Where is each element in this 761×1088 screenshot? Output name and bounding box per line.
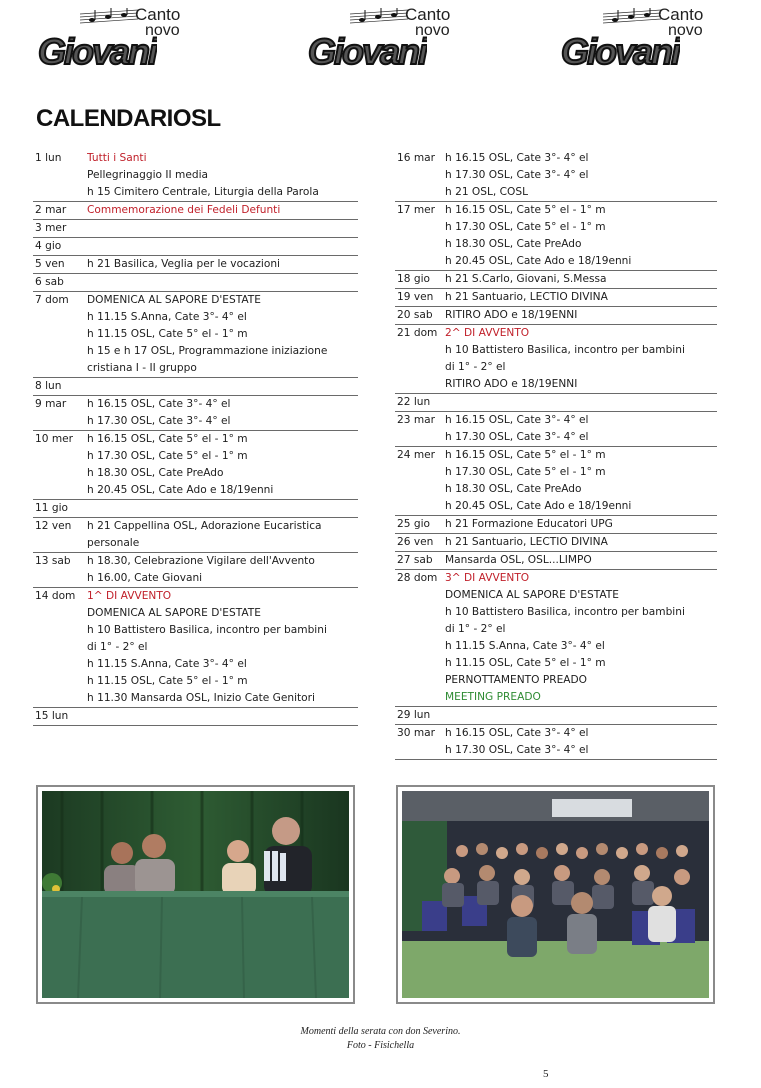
calendar-event-line: h 16.15 OSL, Cate 3°- 4° el bbox=[445, 152, 589, 164]
calendar-event-line: h 17.30 OSL, Cate 3°- 4° el bbox=[87, 415, 231, 427]
calendar-event-line: h 16.15 OSL, Cate 3°- 4° el bbox=[445, 414, 589, 426]
calendar-event-line: h 17.30 OSL, Cate 3°- 4° el bbox=[445, 431, 589, 443]
calendar-event-line: RITIRO ADO e 18/19ENNI bbox=[445, 309, 578, 321]
canto-novo-giovani-logo bbox=[35, 4, 210, 74]
calendar-entry bbox=[33, 553, 358, 588]
calendar-event-line bbox=[87, 220, 358, 237]
calendar-day: 11 gio bbox=[35, 502, 68, 514]
calendar-day: 12 ven bbox=[35, 520, 72, 532]
calendar-event-line: h 11.15 S.Anna, Cate 3°- 4° el bbox=[87, 658, 247, 670]
calendar-day: 14 dom bbox=[35, 590, 76, 602]
calendar-event-line: h 16.15 OSL, Cate 5° el - 1° m bbox=[445, 204, 606, 216]
caption-line-1: Momenti della serata con don Severino. bbox=[300, 1026, 461, 1037]
calendar-entry bbox=[395, 516, 717, 534]
logo-canto-text: Canto bbox=[135, 5, 181, 24]
calendar-event-line bbox=[87, 378, 358, 395]
calendar-event-line: h 11.15 OSL, Cate 5° el - 1° m bbox=[87, 675, 248, 687]
calendar-event-line: RITIRO ADO e 18/19ENNI bbox=[445, 378, 578, 390]
calendar-events bbox=[87, 588, 358, 707]
calendar-entry bbox=[33, 292, 358, 378]
calendar-event-line: h 21 S.Carlo, Giovani, S.Messa bbox=[445, 273, 607, 285]
calendar-entry bbox=[395, 534, 717, 552]
calendar-day: 9 mar bbox=[35, 398, 67, 410]
calendar-event-line: h 16.15 OSL, Cate 5° el - 1° m bbox=[445, 449, 606, 461]
calendar-events bbox=[445, 271, 717, 288]
calendar-entry bbox=[395, 552, 717, 570]
calendar-events bbox=[445, 412, 717, 446]
calendar-entry bbox=[395, 271, 717, 289]
calendar-entry bbox=[33, 238, 358, 256]
canto-novo-giovani-logo bbox=[305, 4, 480, 74]
calendar-day: 3 mer bbox=[35, 222, 67, 234]
calendar-events bbox=[445, 516, 717, 533]
calendar-entry bbox=[33, 220, 358, 238]
calendar-events bbox=[87, 238, 358, 255]
calendar-day: 15 lun bbox=[35, 710, 69, 722]
photo-audience bbox=[398, 787, 713, 1002]
calendar-events bbox=[87, 292, 358, 377]
giovani-wordmark bbox=[37, 24, 157, 74]
calendar-event-line: h 20.45 OSL, Cate Ado e 18/19enni bbox=[445, 255, 632, 267]
calendar-day: 1 lun bbox=[35, 152, 62, 164]
calendar-event-line: h 16.15 OSL, Cate 5° el - 1° m bbox=[87, 433, 248, 445]
calendar-event-line: Commemorazione dei Fedeli Defunti bbox=[87, 204, 281, 216]
calendar-event-line: h 11.15 S.Anna, Cate 3°- 4° el bbox=[87, 311, 247, 323]
calendar-events bbox=[445, 307, 717, 324]
giovani-wordmark-text: Giovani bbox=[307, 31, 427, 72]
calendar-event-line: h 21 Santuario, LECTIO DIVINA bbox=[445, 291, 608, 303]
calendar-event-line: cristiana I - II gruppo bbox=[87, 362, 197, 374]
calendar-event-line: h 18.30, Celebrazione Vigilare dell'Avvento bbox=[87, 555, 315, 567]
calendar-event-line: h 17.30 OSL, Cate 5° el - 1° m bbox=[445, 466, 606, 478]
calendar-day: 24 mer bbox=[397, 449, 436, 461]
calendar-event-line: Tutti i Santi bbox=[87, 152, 147, 164]
calendar-event-line: h 21 Cappellina OSL, Adorazione Eucaristica bbox=[87, 520, 322, 532]
logo-canto-text: Canto bbox=[658, 5, 704, 24]
calendar-events bbox=[445, 394, 717, 411]
calendar-event-line: PERNOTTAMENTO PREADO bbox=[445, 674, 588, 686]
calendar-left-column bbox=[33, 150, 358, 726]
calendar-event-line bbox=[87, 274, 358, 291]
calendar-entry bbox=[33, 588, 358, 708]
calendar-day: 25 gio bbox=[397, 518, 430, 530]
calendar-event-line: personale bbox=[87, 537, 140, 549]
calendar-entry bbox=[395, 325, 717, 394]
calendar-events bbox=[87, 220, 358, 237]
calendar-events bbox=[445, 570, 717, 706]
calendar-day: 16 mar bbox=[397, 152, 436, 164]
calendar-events bbox=[87, 553, 358, 587]
calendar-events bbox=[445, 725, 717, 759]
calendar-entry bbox=[33, 274, 358, 292]
calendar-event-line: di 1° - 2° el bbox=[87, 641, 148, 653]
calendar-event-line: 1^ DI AVVENTO bbox=[87, 590, 172, 602]
calendar-entry bbox=[33, 431, 358, 500]
calendar-entry bbox=[395, 307, 717, 325]
calendar-event-line: h 11.15 S.Anna, Cate 3°- 4° el bbox=[445, 640, 605, 652]
calendar-event-line bbox=[87, 500, 358, 517]
logo-novo-text: novo bbox=[668, 22, 703, 39]
calendar-entry bbox=[395, 570, 717, 707]
calendar-day: 18 gio bbox=[397, 273, 430, 285]
calendar-event-line: h 16.15 OSL, Cate 3°- 4° el bbox=[87, 398, 231, 410]
calendar-events bbox=[87, 518, 358, 552]
calendar-events bbox=[445, 150, 717, 201]
calendar-day: 4 gio bbox=[35, 240, 62, 252]
calendar-event-line: h 16.15 OSL, Cate 3°- 4° el bbox=[445, 727, 589, 739]
calendar-event-line: 3^ DI AVVENTO bbox=[445, 572, 530, 584]
calendar-events bbox=[445, 325, 717, 393]
calendar-events bbox=[87, 396, 358, 430]
calendar-day: 29 lun bbox=[397, 709, 431, 721]
calendar-event-line: h 20.45 OSL, Cate Ado e 18/19enni bbox=[445, 500, 632, 512]
calendar-entry bbox=[33, 150, 358, 202]
calendar-events bbox=[445, 202, 717, 270]
calendar-event-line: h 20.45 OSL, Cate Ado e 18/19enni bbox=[87, 484, 274, 496]
calendar-event-line: di 1° - 2° el bbox=[445, 623, 506, 635]
calendar-events bbox=[445, 707, 717, 724]
logo-novo-text: novo bbox=[415, 22, 450, 39]
calendar-event-line: h 15 Cimitero Centrale, Liturgia della Parola bbox=[87, 186, 319, 198]
calendar-day: 30 mar bbox=[397, 727, 436, 739]
calendar-event-line: h 18.30 OSL, Cate PreAdo bbox=[445, 483, 582, 495]
calendar-event-line: h 17.30 OSL, Cate 5° el - 1° m bbox=[87, 450, 248, 462]
calendar-day: 28 dom bbox=[397, 572, 438, 584]
calendar-event-line: di 1° - 2° el bbox=[445, 361, 506, 373]
calendar-day: 5 ven bbox=[35, 258, 65, 270]
calendar-entry bbox=[33, 396, 358, 431]
calendar-events bbox=[445, 447, 717, 515]
calendar-entry bbox=[395, 289, 717, 307]
calendar-day: 21 dom bbox=[397, 327, 438, 339]
calendar-day: 8 lun bbox=[35, 380, 62, 392]
calendar-event-line: h 17.30 OSL, Cate 5° el - 1° m bbox=[445, 221, 606, 233]
calendar-entry bbox=[33, 378, 358, 396]
calendar-entry bbox=[33, 518, 358, 553]
calendar-entry bbox=[395, 412, 717, 447]
calendar-day: 19 ven bbox=[397, 291, 434, 303]
giovani-wordmark-text: Giovani bbox=[560, 31, 680, 72]
calendar-events bbox=[445, 534, 717, 551]
calendar-event-line: h 18.30 OSL, Cate PreAdo bbox=[87, 467, 224, 479]
calendar-event-line: h 11.15 OSL, Cate 5° el - 1° m bbox=[445, 657, 606, 669]
calendar-event-line: MEETING PREADO bbox=[445, 691, 541, 703]
giovani-wordmark bbox=[560, 24, 680, 74]
photo-speakers-panel bbox=[38, 787, 353, 1002]
calendar-day: 26 ven bbox=[397, 536, 434, 548]
calendar-events bbox=[87, 708, 358, 725]
logo-canto-text: Canto bbox=[405, 5, 451, 24]
calendar-event-line bbox=[445, 707, 717, 724]
logo-novo-text: novo bbox=[145, 22, 180, 39]
calendar-events bbox=[445, 289, 717, 306]
photo-caption bbox=[0, 1025, 761, 1053]
calendar-events bbox=[87, 202, 358, 219]
calendar-event-line bbox=[445, 394, 717, 411]
calendar-entry bbox=[33, 708, 358, 726]
canto-novo-giovani-logo bbox=[558, 4, 733, 74]
calendar-event-line: DOMENICA AL SAPORE D'ESTATE bbox=[87, 294, 261, 306]
calendar-day: 2 mar bbox=[35, 204, 67, 216]
calendar-event-line: Pellegrinaggio II media bbox=[87, 169, 209, 181]
calendar-entry bbox=[395, 447, 717, 516]
calendar-event-line: h 10 Battistero Basilica, incontro per bambini bbox=[445, 344, 685, 356]
calendar-day: 27 sab bbox=[397, 554, 433, 566]
calendar-event-line: h 11.30 Mansarda OSL, Inizio Cate Genitori bbox=[87, 692, 315, 704]
calendar-day: 22 lun bbox=[397, 396, 431, 408]
calendar-events bbox=[445, 552, 717, 569]
calendar-entry bbox=[33, 500, 358, 518]
calendar-day: 20 sab bbox=[397, 309, 433, 321]
calendar-event-line: h 10 Battistero Basilica, incontro per bambini bbox=[87, 624, 327, 636]
calendar-event-line: h 11.15 OSL, Cate 5° el - 1° m bbox=[87, 328, 248, 340]
calendar-event-line: DOMENICA AL SAPORE D'ESTATE bbox=[87, 607, 261, 619]
calendar-day: 23 mar bbox=[397, 414, 436, 426]
calendar-event-line: Mansarda OSL, OSL...LIMPO bbox=[445, 554, 592, 566]
calendar-event-line: h 21 Formazione Educatori UPG bbox=[445, 518, 613, 530]
calendar-event-line: 2^ DI AVVENTO bbox=[445, 327, 530, 339]
calendar-event-line: h 15 e h 17 OSL, Programmazione iniziazione bbox=[87, 345, 328, 357]
calendar-event-line: h 18.30 OSL, Cate PreAdo bbox=[445, 238, 582, 250]
page-number: 5 bbox=[543, 1068, 549, 1080]
calendar-events bbox=[87, 256, 358, 273]
calendar-day: 10 mer bbox=[35, 433, 74, 445]
calendar-day: 13 sab bbox=[35, 555, 71, 567]
calendar-entry bbox=[395, 707, 717, 725]
calendar-events bbox=[87, 500, 358, 517]
calendar-events bbox=[87, 274, 358, 291]
calendar-day: 6 sab bbox=[35, 276, 64, 288]
calendar-event-line: h 21 Santuario, LECTIO DIVINA bbox=[445, 536, 608, 548]
calendar-event-line: DOMENICA AL SAPORE D'ESTATE bbox=[445, 589, 619, 601]
calendar-day: 7 dom bbox=[35, 294, 69, 306]
calendar-event-line: h 17.30 OSL, Cate 3°- 4° el bbox=[445, 744, 589, 756]
calendar-entry bbox=[33, 202, 358, 220]
calendar-events bbox=[87, 431, 358, 499]
calendar-entry bbox=[395, 150, 717, 202]
calendar-right-column bbox=[395, 150, 717, 760]
calendar-entry bbox=[395, 394, 717, 412]
page-title: CALENDARIOSL bbox=[36, 105, 221, 132]
calendar-events bbox=[87, 378, 358, 395]
calendar-entry bbox=[395, 202, 717, 271]
caption-line-2: Foto - Fisichella bbox=[346, 1040, 415, 1051]
calendar-entry bbox=[395, 725, 717, 760]
giovani-wordmark-text: Giovani bbox=[37, 31, 157, 72]
calendar-event-line: h 21 Basilica, Veglia per le vocazioni bbox=[87, 258, 281, 270]
calendar-event-line bbox=[87, 238, 358, 255]
calendar-entry bbox=[33, 256, 358, 274]
calendar-day: 17 mer bbox=[397, 204, 436, 216]
calendar-event-line bbox=[87, 708, 358, 725]
giovani-wordmark bbox=[307, 24, 427, 74]
calendar-event-line: h 10 Battistero Basilica, incontro per bambini bbox=[445, 606, 685, 618]
calendar-event-line: h 21 OSL, COSL bbox=[445, 186, 528, 198]
calendar-events bbox=[87, 150, 358, 201]
calendar-event-line: h 17.30 OSL, Cate 3°- 4° el bbox=[445, 169, 589, 181]
calendar-event-line: h 16.00, Cate Giovani bbox=[87, 572, 203, 584]
